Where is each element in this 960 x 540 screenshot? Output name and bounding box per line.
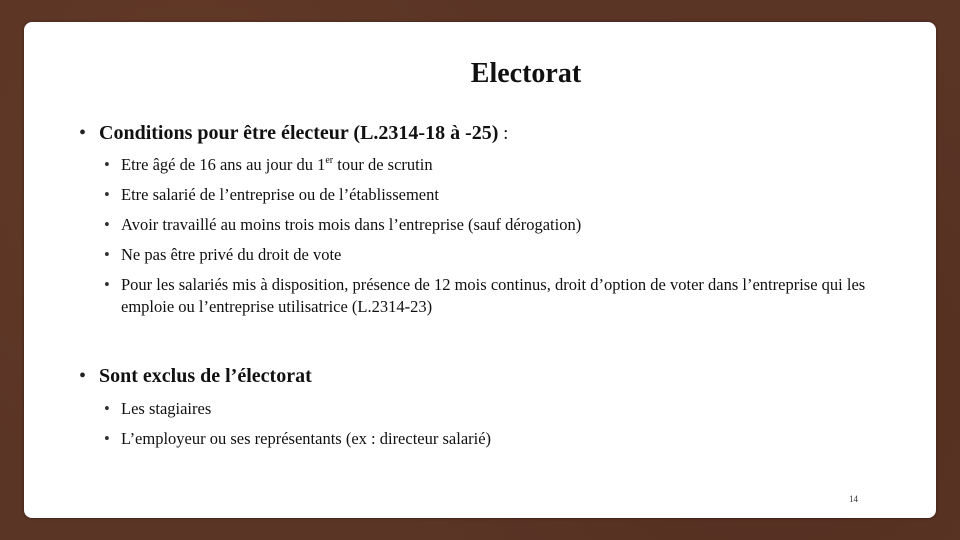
section-heading-conditions — [79, 122, 508, 145]
list-item: • L’employeur ou ses représentants (ex : directeur salarié) — [104, 424, 884, 454]
list-item: • Les stagiaires — [104, 394, 884, 424]
section-heading-text: Sont exclus de l’électorat — [99, 365, 312, 387]
list-item: • Ne pas être privé du droit de vote — [104, 240, 904, 270]
slide — [24, 22, 936, 518]
superscript: er — [325, 155, 334, 166]
bullet-icon: • — [79, 122, 87, 144]
section-heading-exclusions — [79, 365, 312, 388]
list-item: • Etre salarié de l’entreprise ou de l’établissement — [104, 180, 904, 210]
section-heading-suffix: : — [498, 123, 509, 144]
exclusions-list — [104, 394, 884, 454]
list-item: • Pour les salariés mis à disposition, présence de 12 mois continus, droit d’option de voter dans l’entreprise qui les emploie ou l’entreprise utilisatrice (L.2314-23) — [104, 270, 904, 318]
list-item: • Avoir travaillé au moins trois mois dans l’entreprise (sauf dérogation) — [104, 210, 904, 240]
slide-title: Electorat — [470, 58, 582, 89]
page-number: 14 — [849, 494, 858, 504]
conditions-list — [104, 150, 904, 318]
bullet-icon: • — [79, 365, 87, 387]
section-heading-text: Conditions pour être électeur (L.2314-18 à -25) — [99, 122, 499, 144]
list-item: • Etre âgé de 16 ans au jour du 1er tour de scrutin — [104, 150, 904, 180]
